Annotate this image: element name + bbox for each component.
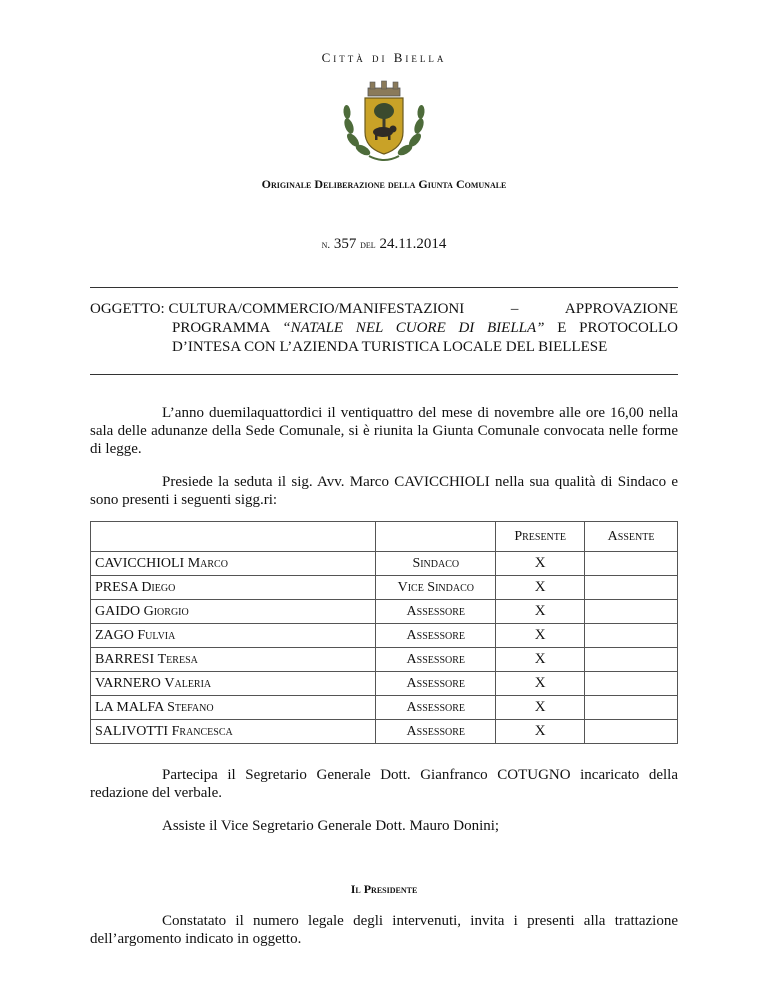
member-role: Assessore	[376, 648, 496, 672]
present-mark: X	[496, 720, 585, 744]
closing-paragraph: Constatato il numero legale degli intervenuti, invita i presenti alla trattazione dell’argomento indicato in oggetto.	[90, 913, 678, 947]
date-prefix: del	[360, 239, 376, 251]
city-title: Città di Biella	[321, 50, 447, 65]
member-first-name: Stefano	[167, 699, 214, 715]
table-row	[91, 696, 678, 720]
subject-line1-a: CULTURA/COMMERCIO/MANIFESTAZIONI	[168, 301, 465, 317]
member-surname: GAIDO	[95, 603, 141, 619]
member-surname: VARNERO	[95, 675, 161, 691]
member-first-name: Valeria	[164, 675, 212, 691]
table-row	[91, 720, 678, 744]
deliberation-number	[0, 236, 768, 253]
table-row	[91, 552, 678, 576]
absent-mark	[585, 624, 678, 648]
absent-mark	[585, 696, 678, 720]
subject-line3: D’INTESA CON L’AZIENDA TURISTICA LOCALE DEL BIELLESE	[172, 339, 608, 355]
presiding-paragraph: Presiede la seduta il sig. Avv. Marco CAVICCHIOLI nella sua qualità di Sindaco e sono presenti i seguenti sigg.ri:	[90, 474, 678, 508]
absent-mark	[585, 600, 678, 624]
member-role: Vice Sindaco	[376, 576, 496, 600]
date-value: 24.11.2014	[379, 236, 447, 252]
member-role: Assessore	[376, 672, 496, 696]
absent-mark	[585, 720, 678, 744]
intro-paragraph: L’anno duemilaquattordici il ventiquattro del mese di novembre alle ore 16,00 nella sala delle adunanze della Sede Comunale, si è riunita la Giunta Comunale convocata nelle forme di legge.	[90, 405, 678, 457]
absent-mark	[585, 576, 678, 600]
subject-line2-c: E PROTOCOLLO	[544, 320, 679, 336]
present-mark: X	[496, 648, 585, 672]
present-mark: X	[496, 624, 585, 648]
absent-mark	[585, 672, 678, 696]
present-mark: X	[496, 552, 585, 576]
member-first-name: Marco	[187, 555, 228, 571]
member-role: Assessore	[376, 720, 496, 744]
member-name	[91, 672, 376, 696]
member-role: Assessore	[376, 696, 496, 720]
subject-line2	[90, 319, 678, 338]
secretary-paragraph: Partecipa il Segretario Generale Dott. Gianfranco COTUGNO incaricato della redazione del verbale.	[90, 767, 678, 801]
table-row	[91, 576, 678, 600]
member-role: Sindaco	[376, 552, 496, 576]
table-row	[91, 600, 678, 624]
subject-dash: –	[510, 301, 519, 317]
table-row	[91, 624, 678, 648]
member-surname: PRESA	[95, 579, 138, 595]
member-first-name: Fulvia	[137, 627, 176, 643]
member-first-name: Giorgio	[143, 603, 189, 619]
member-role: Assessore	[376, 600, 496, 624]
member-rows	[91, 552, 678, 744]
header-absent: Assente	[585, 522, 678, 552]
member-name	[91, 600, 376, 624]
number-prefix: n.	[321, 239, 331, 251]
absent-mark	[585, 648, 678, 672]
header-role-cell	[376, 522, 496, 552]
table-header-row	[91, 522, 678, 552]
document-heading: Originale Deliberazione della Giunta Comunale	[261, 177, 507, 191]
president-heading: Il Presidente	[350, 882, 418, 896]
member-role: Assessore	[376, 624, 496, 648]
member-surname: LA MALFA	[95, 699, 164, 715]
table-row	[91, 648, 678, 672]
header-present: Presente	[496, 522, 585, 552]
member-first-name: Teresa	[157, 651, 198, 667]
member-surname: ZAGO	[95, 627, 134, 643]
member-name	[91, 696, 376, 720]
subject-line1-b: APPROVAZIONE	[564, 301, 678, 317]
attendance-table	[90, 521, 678, 744]
member-surname: SALIVOTTI	[95, 723, 169, 739]
member-name	[91, 576, 376, 600]
member-surname: CAVICCHIOLI	[95, 555, 185, 571]
present-mark: X	[496, 672, 585, 696]
number-value: 357	[333, 236, 357, 252]
absent-mark	[585, 552, 678, 576]
member-surname: BARRESI	[95, 651, 155, 667]
vice-secretary-paragraph: Assiste il Vice Segretario Generale Dott. Mauro Donini;	[162, 818, 500, 834]
present-mark: X	[496, 576, 585, 600]
subject-event-title: “NATALE NEL CUORE DI BIELLA”	[282, 320, 545, 336]
header-name-cell	[91, 522, 376, 552]
member-name	[91, 648, 376, 672]
top-divider	[90, 287, 678, 288]
bottom-divider	[90, 374, 678, 375]
present-mark: X	[496, 696, 585, 720]
subject-block	[90, 300, 678, 357]
member-name	[91, 624, 376, 648]
member-name	[91, 552, 376, 576]
present-mark: X	[496, 600, 585, 624]
member-first-name: Francesca	[171, 723, 233, 739]
city-crest-icon	[335, 78, 433, 164]
member-name	[91, 720, 376, 744]
subject-label: OGGETTO:	[90, 301, 165, 317]
member-first-name: Diego	[141, 579, 176, 595]
table-row	[91, 672, 678, 696]
subject-line2-a: PROGRAMMA	[172, 320, 283, 336]
